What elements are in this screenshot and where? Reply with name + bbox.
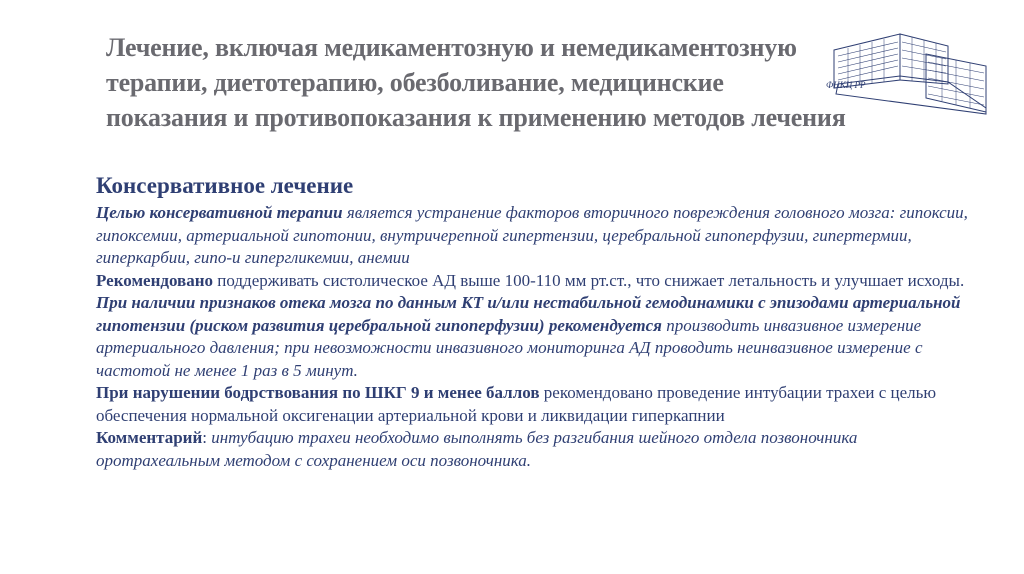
title-line-1: Лечение, включая медикаментозную и немедикаментозную (106, 33, 797, 62)
paragraph-intubation (96, 382, 976, 427)
paragraph-blood-pressure (96, 270, 976, 293)
paragraph-text: является устранение факторов вторичного повреждения головного мозга: гипоксии, гипоксемии, артериальной гипотонии, внутричерепной гипертензии, церебральной гипоперфузии, гипертермии, гиперкарбии, гипо-и гипергликемии, анемии (96, 203, 968, 267)
main-content (96, 172, 976, 472)
paragraph-lead: Рекомендовано (96, 270, 214, 290)
paragraph-text: интубацию трахеи необходимо выполнять без разгибания шейного отдела позвоночника оротрахеальным методом с сохранением оси позвоночника. (96, 428, 858, 470)
slide-title (106, 30, 866, 135)
paragraph-edema (96, 292, 976, 382)
paragraph-text: рекомендовано проведение интубации трахеи с целью обеспечения нормальной оксигенации артериальной крови и ликвидации гиперкапнии (96, 383, 937, 425)
section-heading: Консервативное лечение (96, 173, 354, 198)
logo-caption: ФНКЦ РР (826, 80, 866, 90)
paragraph-lead: Целью консервативной терапии (96, 203, 343, 222)
title-line-2: терапии, диетотерапию, обезболивание, медицинские (106, 68, 724, 97)
title-line-3: показания и противопоказания к применению методов лечения (106, 103, 846, 132)
paragraph-therapy-goal (96, 202, 976, 270)
paragraph-colon: : (202, 428, 207, 447)
paragraph-text: производить инвазивное измерение артериального давления; при невозможности инвазивного мониторинга АД проводить неинвазивное измерение с частотой не менее 1 раз в 5 минут. (96, 315, 923, 380)
paragraph-lead: При наличии признаков отека мозга по данным КТ и/или нестабильной гемодинамики с эпизодами артериальной гипотензии (риском развития церебральной гипоперфузии) рекомендуется (96, 293, 961, 335)
paragraph-text: поддерживать систолическое АД выше 100-110 мм рт.ст., что снижает летальность и улучшает исходы. (213, 270, 965, 290)
building-logo-icon (830, 28, 990, 118)
paragraph-lead: Комментарий (96, 428, 203, 447)
paragraph-comment (96, 427, 976, 472)
paragraph-lead: При нарушении бодрствования по ШКГ 9 и менее баллов (96, 383, 540, 402)
